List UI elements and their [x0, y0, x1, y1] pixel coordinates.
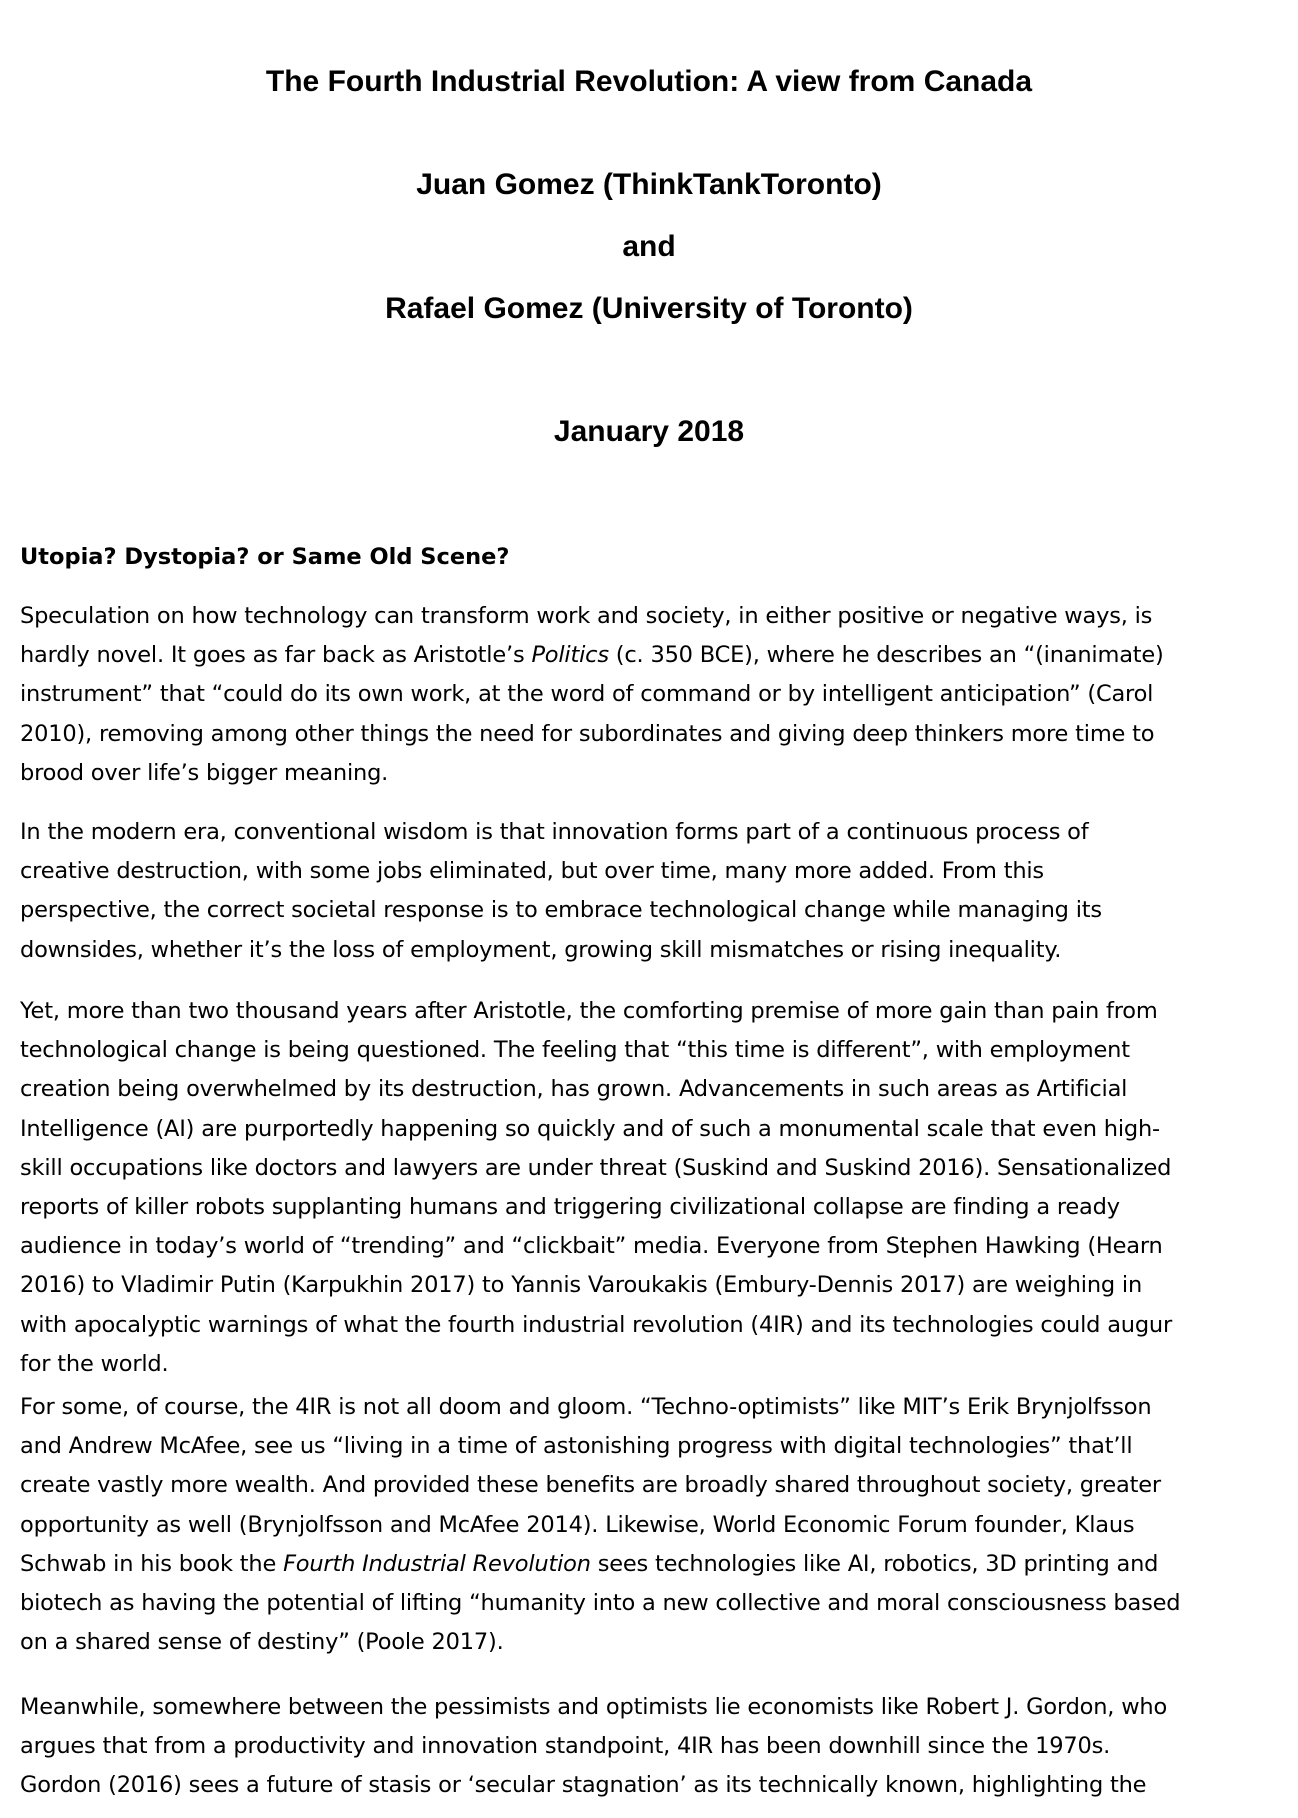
paragraph-line: 2016) to Vladimir Putin (Karpukhin 2017) to Yannis Varoukakis (Embury-Dennis 2017) are weighing in — [20, 1272, 1143, 1299]
paragraph-line: on a shared sense of destiny” (Poole 2017). — [20, 1629, 504, 1656]
paragraph-line: Gordon (2016) sees a future of stasis or ‘secular stagnation’ as its technically known, highlighting the — [20, 1772, 1147, 1799]
paragraph-line: biotech as having the potential of lifting “humanity into a new collective and moral consciousness based — [20, 1590, 1181, 1617]
paragraph-line: instrument” that “could do its own work, at the word of command or by intelligent anticipation” (Carol — [20, 681, 1154, 708]
paragraph-line: for the world. — [20, 1350, 169, 1377]
paragraph-line — [20, 636, 1290, 675]
paragraph-line: creative destruction, with some jobs eliminated, but over time, many more added. From this — [20, 858, 1044, 885]
paragraph-line: 2010), removing among other things the need for subordinates and giving deep thinkers more time to — [20, 720, 1155, 747]
text-run: sees technologies like AI, robotics, 3D printing and — [590, 1550, 1159, 1577]
paragraph-line: and Andrew McAfee, see us “living in a time of astonishing progress with digital technologies” that’ll — [20, 1433, 1133, 1460]
paragraph-line: with apocalyptic warnings of what the fourth industrial revolution (4IR) and its technologies could augur — [20, 1311, 1173, 1338]
paragraph-2 — [20, 813, 1290, 970]
paragraph-line: skill occupations like doctors and lawyers are under threat (Suskind and Suskind 2016). Sensationalized — [20, 1154, 1172, 1181]
paragraph-line: creation being overwhelmed by its destruction, has grown. Advancements in such areas as Artificial — [20, 1076, 1128, 1103]
paragraph-line: downsides, whether it’s the loss of employment, growing skill mismatches or rising inequality. — [20, 936, 1062, 963]
paragraph-line: create vastly more wealth. And provided these benefits are broadly shared throughout society, greater — [20, 1472, 1161, 1499]
paragraph-line: Speculation on how technology can transform work and society, in either positive or negative ways, is — [20, 603, 1153, 629]
paragraph-line: Intelligence (AI) are purportedly happening so quickly and of such a monumental scale that even high- — [20, 1115, 1160, 1142]
paragraph-line: argues that from a productivity and innovation standpoint, 4IR has been downhill since the 1970s. — [20, 1733, 1111, 1760]
text-run: (c. 350 BCE), where he describes an “(inanimate) — [608, 642, 1164, 669]
paragraph-line: In the modern era, conventional wisdom is that innovation forms part of a continuous process of — [20, 819, 1089, 845]
section-heading: Utopia? Dystopia? or Same Old Scene? — [20, 544, 510, 570]
paragraph-line: reports of killer robots supplanting humans and triggering civilizational collapse are finding a ready — [20, 1194, 1120, 1221]
paragraph-line: perspective, the correct societal response is to embrace technological change while managing its — [20, 897, 1102, 924]
text-run: Schwab in his book the — [20, 1550, 284, 1577]
text-run: hardly novel. It goes as far back as Aristotle’s — [20, 642, 532, 669]
document-date: January 2018 — [553, 415, 745, 448]
italic-title: Politics — [531, 642, 609, 669]
paragraph-5 — [20, 1688, 1290, 1806]
paragraph-4 — [20, 1388, 1290, 1662]
document-title: The Fourth Industrial Revolution: A view from Canada — [265, 65, 1033, 98]
paragraph-line: technological change is being questioned. The feeling that “this time is different”, with employment — [20, 1037, 1130, 1064]
paragraph-line: audience in today’s world of “trending” and “clickbait” media. Everyone from Stephen Hawking (Hearn — [20, 1233, 1163, 1260]
paragraph-line: Yet, more than two thousand years after Aristotle, the comforting premise of more gain than pain from — [20, 998, 1158, 1024]
paragraph-line — [20, 1545, 1290, 1584]
italic-title: Fourth Industrial Revolution — [283, 1550, 591, 1577]
paragraph-line: For some, of course, the 4IR is not all doom and gloom. “Techno-optimists” like MIT’s Erik Brynjolfsson — [20, 1394, 1152, 1420]
paragraph-line: Meanwhile, somewhere between the pessimists and optimists lie economists like Robert J. Gordon, who — [20, 1694, 1168, 1720]
author-2: Rafael Gomez (University of Toronto) — [385, 292, 913, 325]
author-1: Juan Gomez (ThinkTankToronto) — [416, 168, 882, 201]
paragraph-line: brood over life’s bigger meaning. — [20, 759, 389, 786]
paragraph-3 — [20, 992, 1290, 1384]
author-conjunction: and — [622, 230, 676, 263]
paragraph-line: opportunity as well (Brynjolfsson and McAfee 2014). Likewise, World Economic Forum founder, Klaus — [20, 1511, 1135, 1538]
paragraph-1 — [20, 597, 1290, 793]
